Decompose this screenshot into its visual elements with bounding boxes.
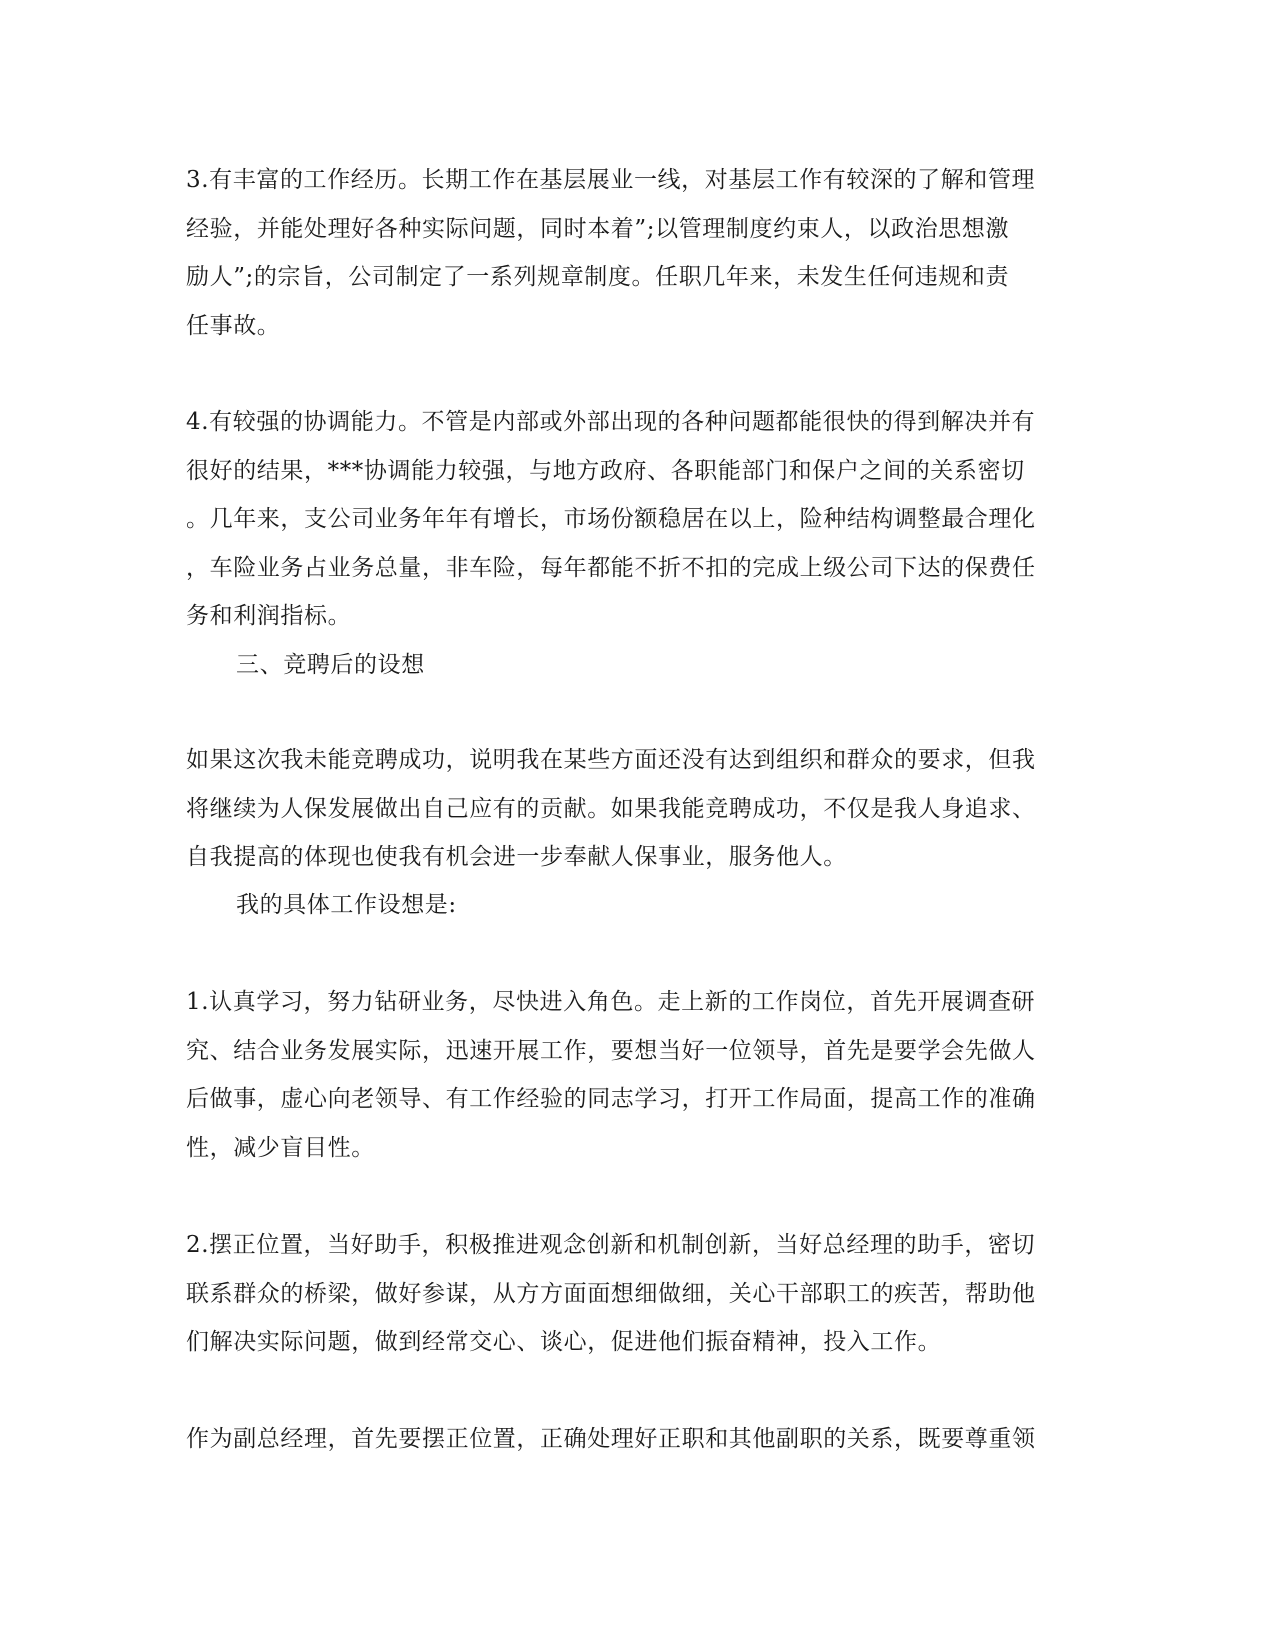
text-line: 我的具体工作设想是: <box>236 892 457 918</box>
text-line: 经验，并能处理好各种实际问题，同时本着”;以管理制度约束人，以政治思想激 <box>186 215 1010 242</box>
text-line: 4.有较强的协调能力。不管是内部或外部出现的各种问题都能很快的得到解决并有 <box>186 409 1036 435</box>
text-line: 联系群众的桥梁，做好参谋，从方方面面想细做细，关心干部职工的疾苦，帮助他 <box>186 1280 1036 1307</box>
text-line: 究、结合业务发展实际，迅速开展工作，要想当好一位领导，首先是要学会先做人 <box>186 1037 1036 1064</box>
paragraph-plan-1 <box>186 978 1086 1172</box>
text-line: 很好的结果，***协调能力较强，与地方政府、各职能部门和保户之间的关系密切 <box>186 457 1025 484</box>
text-line: 如果这次我未能竞聘成功，说明我在某些方面还没有达到组织和群众的要求，但我 <box>186 747 1036 773</box>
paragraph-plan-intro <box>236 881 1136 930</box>
text-line: 性，减少盲目性。 <box>186 1134 375 1161</box>
text-line: 励人”;的宗旨，公司制定了一系列规章制度。任职几年来，未发生任何违规和责 <box>186 264 1010 290</box>
text-line: 们解决实际问题，做到经常交心、谈心，促进他们振奋精神，投入工作。 <box>186 1329 942 1355</box>
text-line: 务和利润指标。 <box>186 603 352 629</box>
text-line: 后做事，虚心向老领导、有工作经验的同志学习，打开工作局面，提高工作的准确 <box>186 1086 1036 1112</box>
text-line: 。几年来，支公司业务年年有增长，市场份额稳居在以上，险种结构调整最合理化 <box>186 506 1036 532</box>
paragraph-deputy <box>186 1415 1086 1464</box>
section-heading <box>236 641 1136 690</box>
text-line: 2.摆正位置，当好助手，积极推进观念创新和机制创新，当好总经理的助手，密切 <box>186 1232 1036 1258</box>
text-line: 将继续为人保发展做出自己应有的贡献。如果我能竞聘成功，不仅是我人身追求、 <box>186 795 1036 822</box>
paragraph-if-fail <box>186 736 1086 882</box>
text-line: 3.有丰富的工作经历。长期工作在基层展业一线，对基层工作有较深的了解和管理 <box>186 167 1036 193</box>
text-line: 作为副总经理，首先要摆正位置，正确处理好正职和其他副职的关系，既要尊重领 <box>186 1426 1036 1452</box>
text-line: ，车险业务占业务总量，非车险，每年都能不折不扣的完成上级公司下达的保费任 <box>186 554 1036 581</box>
paragraph-plan-2 <box>186 1221 1086 1367</box>
paragraph-coordination <box>186 398 1086 641</box>
text-line: 三、竞聘后的设想 <box>236 652 425 678</box>
text-line: 自我提高的体现也使我有机会进一步奉献人保事业，服务他人。 <box>186 844 847 870</box>
text-line: 任事故。 <box>186 312 281 339</box>
paragraph-experience <box>186 156 1086 350</box>
text-line: 1.认真学习，努力钻研业务，尽快进入角色。走上新的工作岗位，首先开展调查研 <box>186 989 1036 1015</box>
